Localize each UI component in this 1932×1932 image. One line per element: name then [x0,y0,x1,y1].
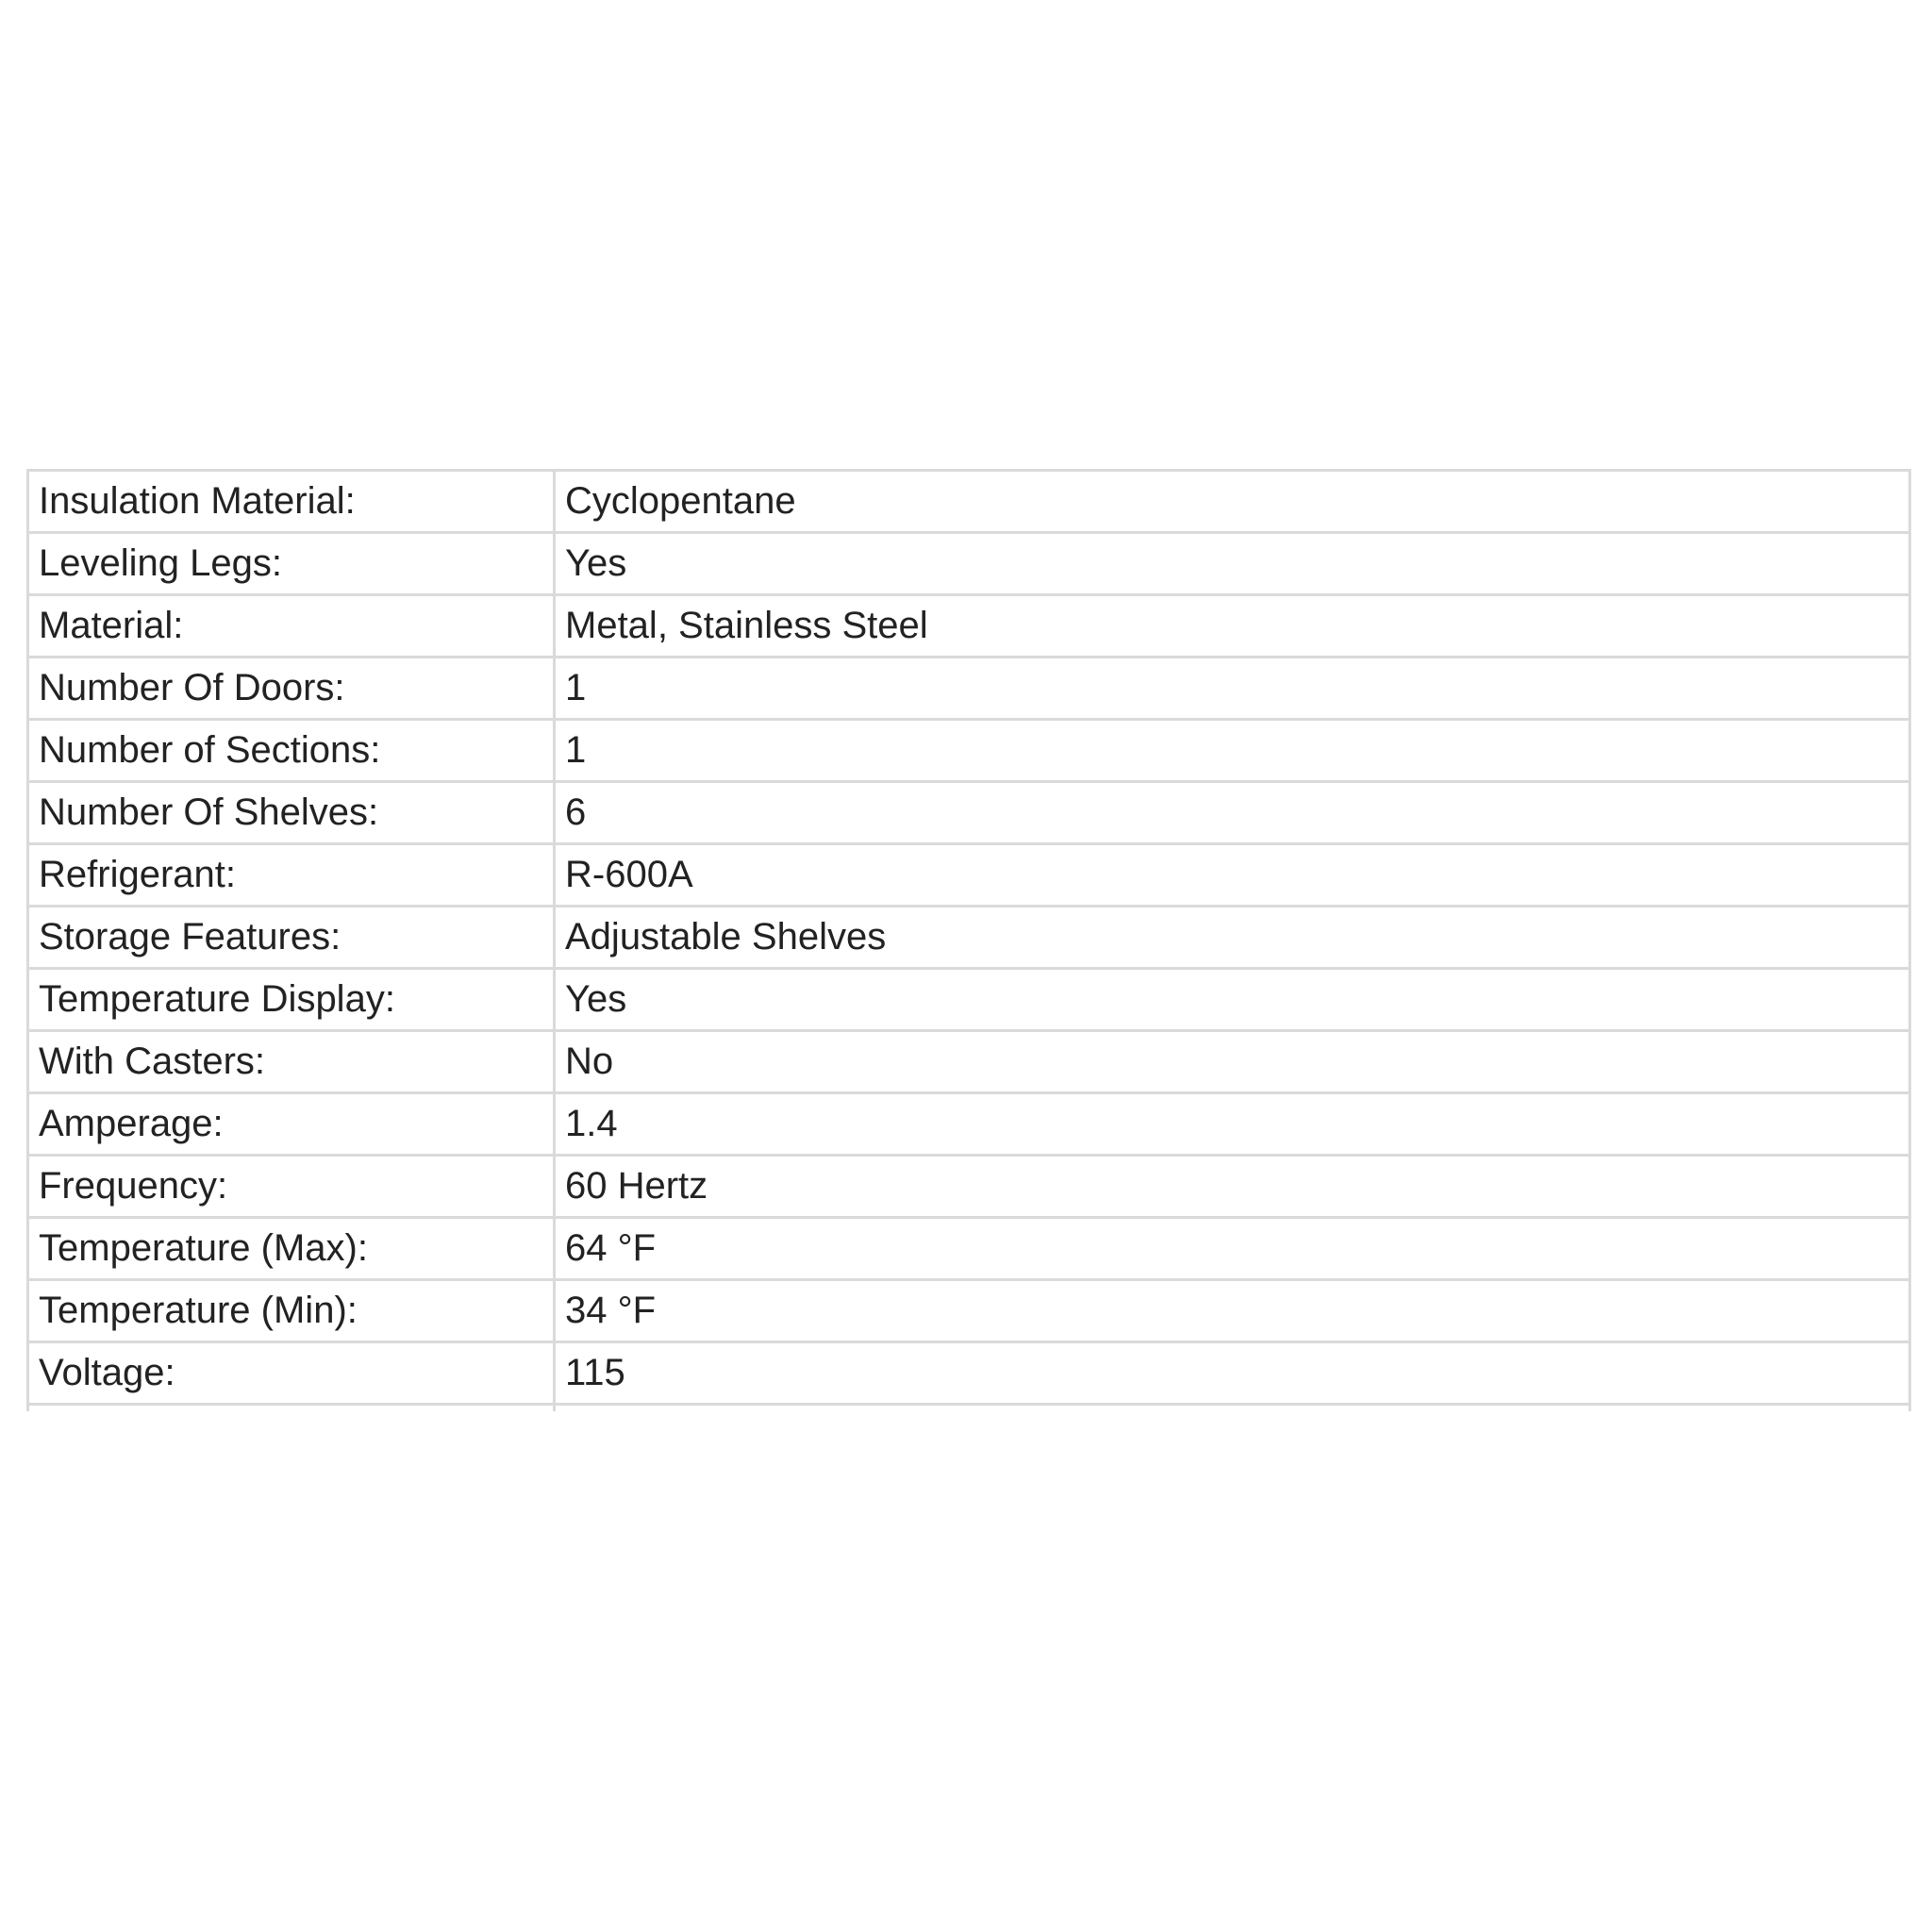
table-row [28,907,1910,969]
specifications-table-container [26,469,1911,1411]
spec-label: Number Of Shelves: [28,782,555,844]
spec-value: R-600A [555,844,1910,907]
specifications-table [26,469,1911,1411]
table-row [28,969,1910,1031]
spec-label: Temperature (Max): [28,1218,555,1280]
table-row [28,1093,1910,1156]
spec-value: 1.4 [555,1093,1910,1156]
spec-label: Storage Features: [28,907,555,969]
spec-label: Insulation Material: [28,471,555,533]
table-row [28,533,1910,595]
spec-label: Voltage: [28,1342,555,1405]
table-row [28,720,1910,782]
spec-value: 1 [555,658,1910,720]
spec-value: 64 °F [555,1218,1910,1280]
spec-label: Amperage: [28,1093,555,1156]
spec-value: 6 [555,782,1910,844]
spec-value: Adjustable Shelves [555,907,1910,969]
spec-label: Number Of Doors: [28,658,555,720]
spec-label: With Casters: [28,1031,555,1093]
spec-label: Number of Sections: [28,720,555,782]
spec-value: No [555,1031,1910,1093]
table-row [28,1156,1910,1218]
spec-value: Yes [555,533,1910,595]
spec-value: 60 Hertz [555,1156,1910,1218]
table-row [28,1280,1910,1342]
spec-label: Temperature Display: [28,969,555,1031]
spec-label-empty [28,1405,555,1412]
specifications-table-body [28,471,1910,1412]
table-row [28,658,1910,720]
table-row [28,471,1910,533]
table-row [28,1031,1910,1093]
spec-label: Refrigerant: [28,844,555,907]
table-row [28,782,1910,844]
spec-label: Frequency: [28,1156,555,1218]
spec-value: Metal, Stainless Steel [555,595,1910,658]
table-row [28,844,1910,907]
spec-label: Temperature (Min): [28,1280,555,1342]
spec-value: Yes [555,969,1910,1031]
table-row [28,1342,1910,1405]
table-row [28,595,1910,658]
spec-label: Leveling Legs: [28,533,555,595]
spec-value: 34 °F [555,1280,1910,1342]
table-row-cut-off [28,1405,1910,1412]
spec-label: Material: [28,595,555,658]
spec-value: 1 [555,720,1910,782]
spec-value: Cyclopentane [555,471,1910,533]
spec-value: 115 [555,1342,1910,1405]
table-row [28,1218,1910,1280]
spec-value-empty [555,1405,1910,1412]
